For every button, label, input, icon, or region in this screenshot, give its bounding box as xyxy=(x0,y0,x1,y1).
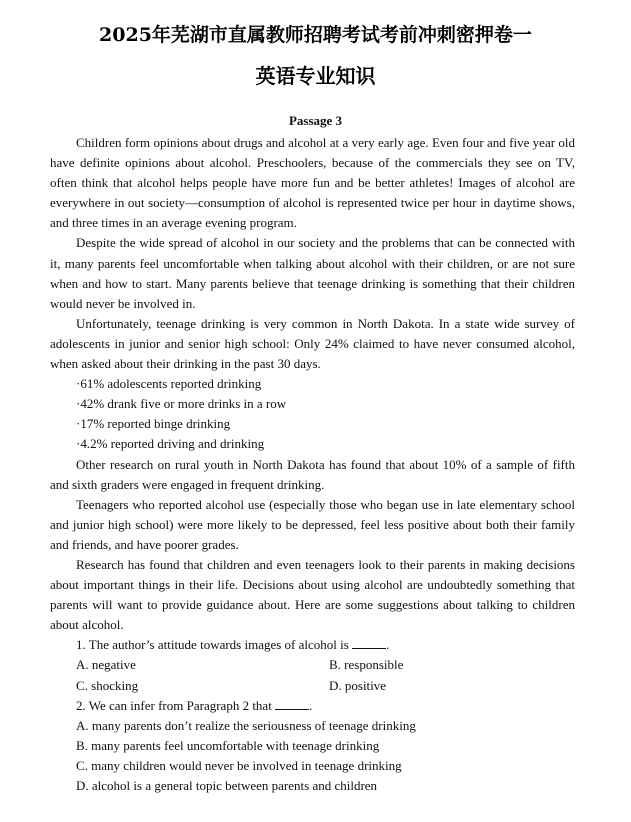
paragraph: Research has found that children and even teenagers look to their parents in making decisions about important things in their life. Decisions about using alcohol are undoubtedly something that parents will want to provide guidance about. Here are some suggestions about talking to children about alcohol. xyxy=(50,556,575,633)
option-b: B. responsible xyxy=(329,657,404,673)
statistic-item: ·61% adolescents reported drinking xyxy=(76,376,262,392)
passage-body xyxy=(50,133,575,796)
paragraph: Teenagers who reported alcohol use (especially those who began use in late elementary school and junior high school) were more likely to be depressed, feel less positive about both their family and friends, and have poorer grades. xyxy=(50,496,575,552)
option-b: B. many parents feel uncomfortable with teenage drinking xyxy=(76,737,380,753)
option-a: A. many parents don’t realize the seriousness of teenage drinking xyxy=(76,717,416,733)
statistic-item: ·17% reported binge drinking xyxy=(76,416,231,432)
answer-blank xyxy=(352,636,386,649)
answer-blank xyxy=(275,697,309,710)
paragraph: Children form opinions about drugs and alcohol at a very early age. Even four and five year old have definite opinions about alcohol. Preschoolers, because of the commercials they see on TV, often think that alcohol helps people have more fun and be better athletes! Images of alcohol are everywhere in out society—consumption of alcohol is represented twice per hour in daytime shows, and three times in an average evening program. xyxy=(50,135,575,231)
option-d: D. positive xyxy=(329,677,387,693)
question-1-options-row xyxy=(50,676,575,696)
exam-subtitle: 英语专业知识 xyxy=(255,64,376,88)
question-1-options-row xyxy=(50,655,575,675)
passage-heading: Passage 3 xyxy=(288,113,343,128)
option-c: C. shocking xyxy=(76,677,139,693)
option-c: C. many children would never be involved in teenage drinking xyxy=(76,757,402,773)
question-stem: 1. The author’s attitude towards images of alcohol is xyxy=(76,637,349,653)
paragraph: Other research on rural youth in North Dakota has found that about 10% of a sample of fifth and sixth graders were engaged in frequent drinking. xyxy=(50,456,575,492)
paragraph: Unfortunately, teenage drinking is very common in North Dakota. In a state wide survey of adolescents in junior and senior high school: Only 24% claimed to have never consumed alcohol, when asked about their drinking in the past 30 days. xyxy=(50,315,575,372)
exam-title: 2025年芜湖市直属教师招聘考试考前冲刺密押卷一 xyxy=(99,24,532,46)
option-a: A. negative xyxy=(76,657,136,673)
statistic-item: ·4.2% reported driving and drinking xyxy=(76,436,265,452)
question-stem: 2. We can infer from Paragraph 2 that xyxy=(76,697,272,713)
question-2: 2. We can infer from Paragraph 2 that . xyxy=(76,697,313,713)
paragraph: Despite the wide spread of alcohol in our society and the problems that can be connected with it, many parents feel uncomfortable when talking about alcohol with their children, or are not sure when and how to start. Many parents believe that teenage drinking is something that their children would never be involved in. xyxy=(50,235,575,311)
question-1: 1. The author’s attitude towards images of alcohol is . xyxy=(76,637,390,653)
statistic-item: ·42% drank five or more drinks in a row xyxy=(76,396,287,412)
option-d: D. alcohol is a general topic between parents and children xyxy=(76,778,378,793)
